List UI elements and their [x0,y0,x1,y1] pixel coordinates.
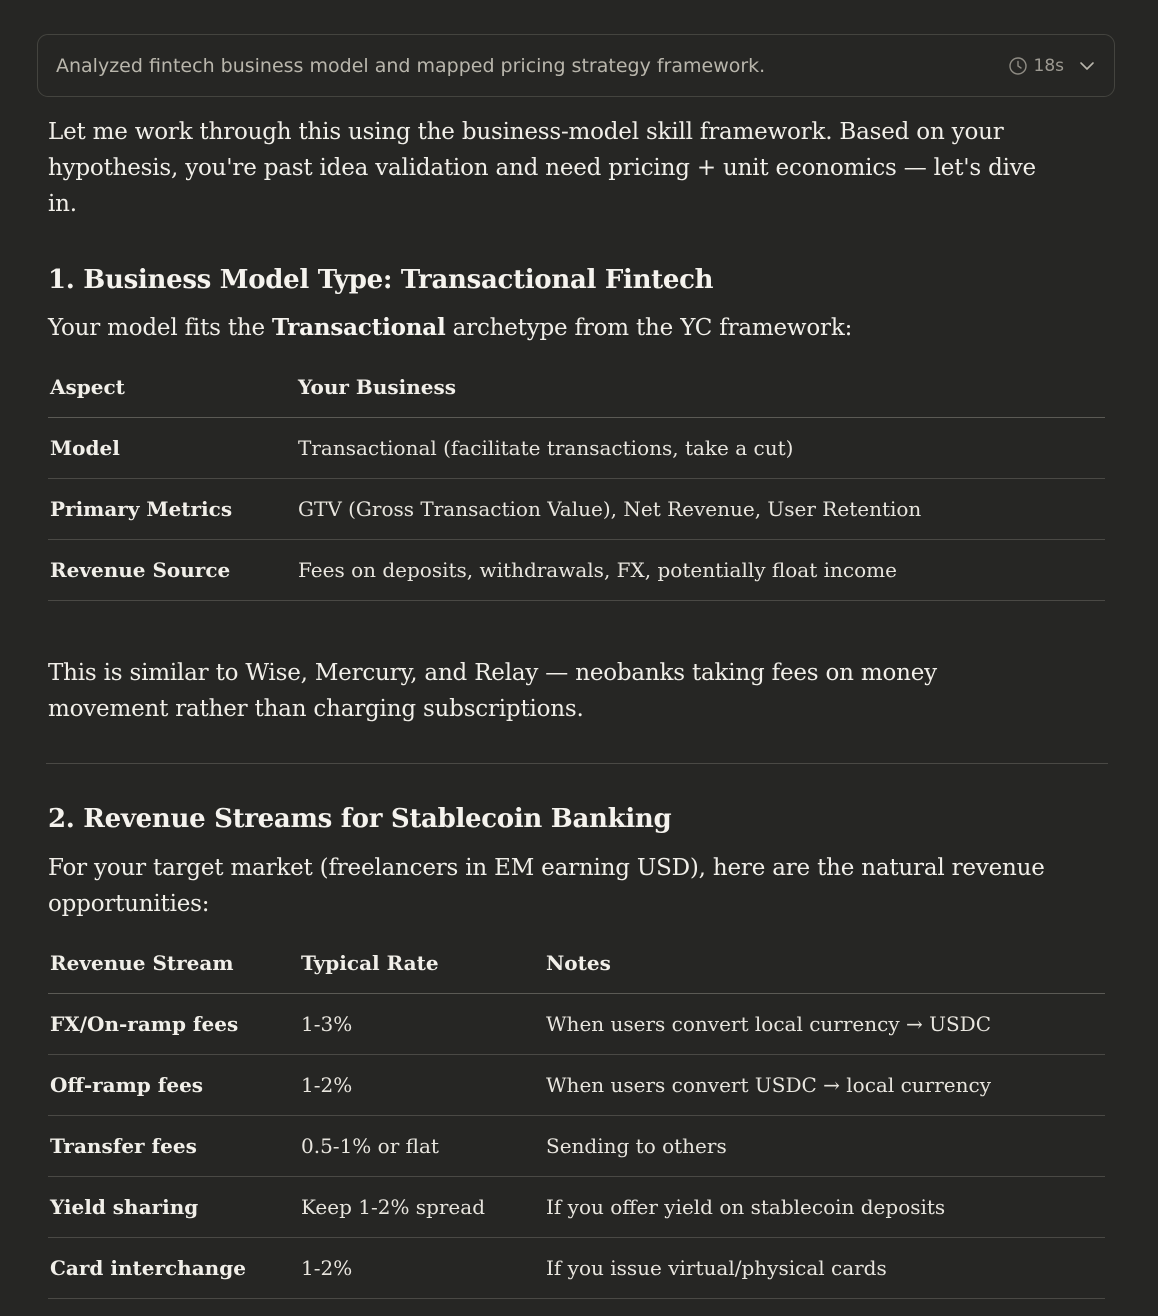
table-cell: 1-2% [299,1238,544,1299]
table-cell: 1-3% [299,994,544,1055]
revenue-streams-table [48,933,1105,1299]
table-row [48,1238,1105,1299]
table-row [48,994,1105,1055]
table-row [48,1116,1105,1177]
table-cell: Revenue Source [48,540,296,601]
table-cell: When users convert local currency → USDC [544,994,1105,1055]
section2-heading: 2. Revenue Streams for Stablecoin Banking [48,804,672,834]
table-cell: Primary Metrics [48,479,296,540]
table-cell: Transactional (facilitate transactions, take a cut) [296,418,1105,479]
table-cell: If you offer yield on stablecoin deposits [544,1177,1105,1238]
table-cell: Sending to others [544,1116,1105,1177]
table-cell: 1-2% [299,1055,544,1116]
table-cell: Transfer fees [48,1116,299,1177]
model-type-table [48,357,1105,601]
table-cell: Off-ramp fees [48,1055,299,1116]
table-row [48,540,1105,601]
table-cell: FX/On-ramp fees [48,994,299,1055]
table-cell: Model [48,418,296,479]
table-row [48,418,1105,479]
section1-lead-prefix: Your model fits the [48,315,273,341]
section1-lead-suffix: archetype from the YC framework: [445,315,853,341]
table-header-cell: Notes [544,933,1105,994]
table-row [48,1177,1105,1238]
clock-icon [1008,56,1028,76]
table-header-cell: Typical Rate [299,933,544,994]
table-cell: GTV (Gross Transaction Value), Net Revenue, User Retention [296,479,1105,540]
thinking-summary-text: Analyzed fintech business model and mapped pricing strategy framework. [56,54,766,77]
section1-heading: 1. Business Model Type: Transactional Fintech [48,265,714,295]
section-divider [46,763,1108,764]
table-header-row [48,357,1105,418]
section1-lead [48,310,1108,346]
section1-lead-bold: Transactional [272,314,446,341]
table-cell: Keep 1-2% spread [299,1177,544,1238]
intro-paragraph: Let me work through this using the business-model skill framework. Based on your hypothesis, you're past idea validation and need pricing + unit economics — let's dive in. [48,119,1036,217]
thinking-summary-toggle[interactable] [37,34,1115,97]
table-row [48,1055,1105,1116]
table-header-cell: Aspect [48,357,296,418]
message-content [48,114,1108,1299]
table-row [48,479,1105,540]
section2-lead: For your target market (freelancers in EM earning USD), here are the natural revenue opportunities: [48,855,1045,917]
chevron-down-icon[interactable] [1078,57,1096,75]
table-cell: When users convert USDC → local currency [544,1055,1105,1116]
table-cell: Card interchange [48,1238,299,1299]
table-cell: Fees on deposits, withdrawals, FX, potentially float income [296,540,1105,601]
table-cell: If you issue virtual/physical cards [544,1238,1105,1299]
table-cell: 0.5-1% or flat [299,1116,544,1177]
table-header-cell: Your Business [296,357,1105,418]
thinking-duration-text: 18s [1033,55,1064,76]
thinking-duration [1008,56,1065,76]
table-cell: Yield sharing [48,1177,299,1238]
table-header-row [48,933,1105,994]
section1-closing: This is similar to Wise, Mercury, and Relay — neobanks taking fees on money movement rather than charging subscriptions. [48,660,937,722]
table-header-cell: Revenue Stream [48,933,299,994]
